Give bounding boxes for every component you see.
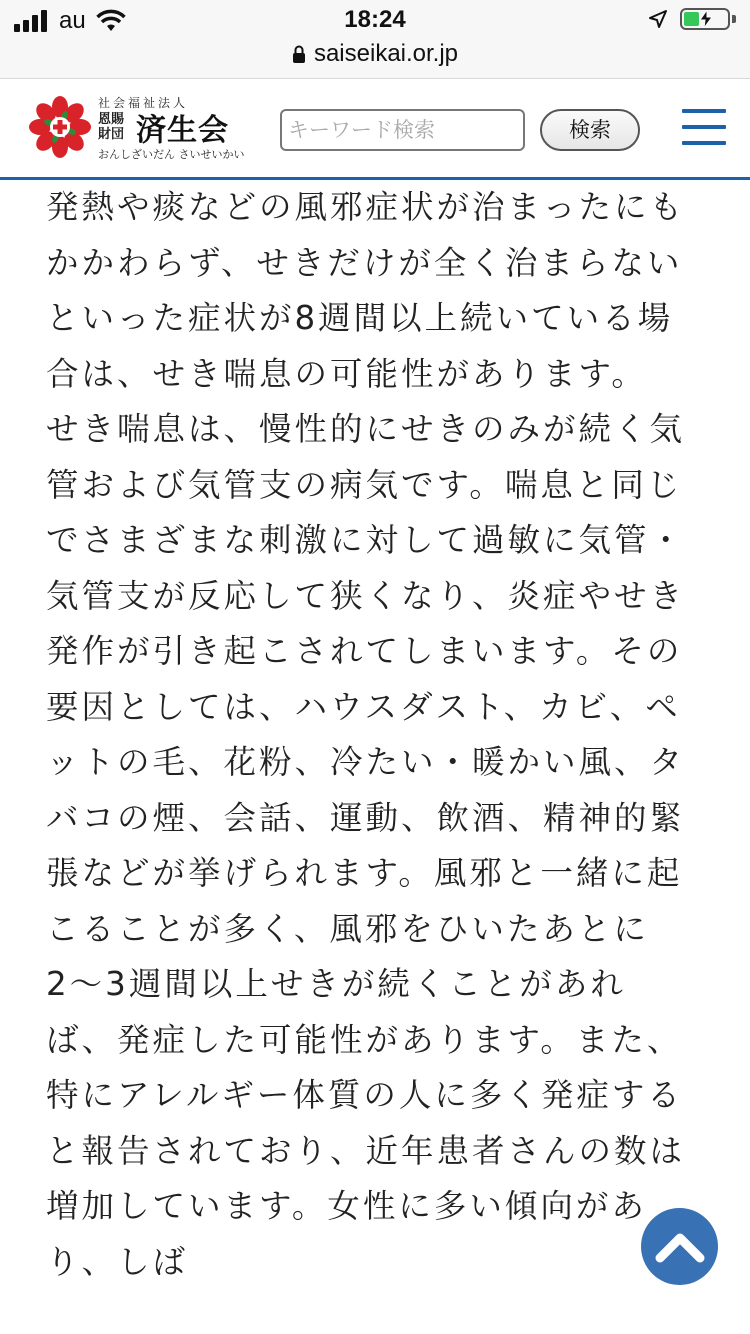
org-name[interactable]: 済生会 bbox=[136, 113, 229, 148]
location-arrow-icon bbox=[648, 9, 668, 29]
url-text: saiseikai.or.jp bbox=[313, 40, 459, 67]
charging-bolt-icon bbox=[698, 10, 714, 28]
saiseikai-logo-icon[interactable] bbox=[28, 95, 92, 159]
carrier-label: au bbox=[59, 7, 86, 34]
site-header bbox=[0, 79, 750, 180]
org-foundation-label: 恩賜財団 bbox=[98, 112, 125, 142]
back-to-top-button[interactable] bbox=[641, 1208, 718, 1285]
search-button[interactable]: 検索 bbox=[540, 109, 640, 151]
battery-tip bbox=[732, 15, 736, 23]
article-paragraph: 発熱や痰などの風邪症状が治まったにもかかわらず、せきだけが全く治まらないといった症状が8週間以上続いている場合は、せき喘息の可能性があります。 bbox=[46, 188, 686, 393]
article-paragraph: せき喘息は、慢性的にせきのみが続く気管および気管支の病気です。喘息と同じでさまざまな刺激に対して過敏に気管・気管支が反応して狭くなり、炎症やせき発作が引き起こされてしまいます。その要因としては、ハウスダスト、カビ、ペットの毛、花粉、冷たい・暖かい風、タバコの煙、会話、運動、飲酒、精神的緊張などが挙げられます。風邪と一緒に起こることが多く、風邪をひいたあとに2〜3週間以上せきが続くことがあれば、発症した可能性があります。また、特にアレルギー体質の人に多く発症すると報告されており、近年患者さんの数は増加しています。女性に多い傾向があり、しば bbox=[46, 410, 686, 1281]
lock-icon bbox=[292, 45, 306, 63]
hamburger-menu-icon[interactable] bbox=[682, 109, 726, 149]
status-right bbox=[648, 8, 736, 30]
address-bar[interactable] bbox=[0, 40, 750, 68]
battery-fill bbox=[684, 12, 699, 26]
org-reading: おんしざいだん さいせいかい bbox=[98, 148, 245, 161]
org-type-label: 社会福祉法人 bbox=[98, 96, 189, 110]
status-time: 18:24 bbox=[344, 6, 406, 33]
battery-icon bbox=[680, 8, 730, 30]
search-input[interactable] bbox=[280, 109, 525, 151]
status-bar bbox=[0, 0, 750, 79]
chevron-up-icon bbox=[654, 1228, 706, 1264]
article-body bbox=[46, 180, 696, 1290]
